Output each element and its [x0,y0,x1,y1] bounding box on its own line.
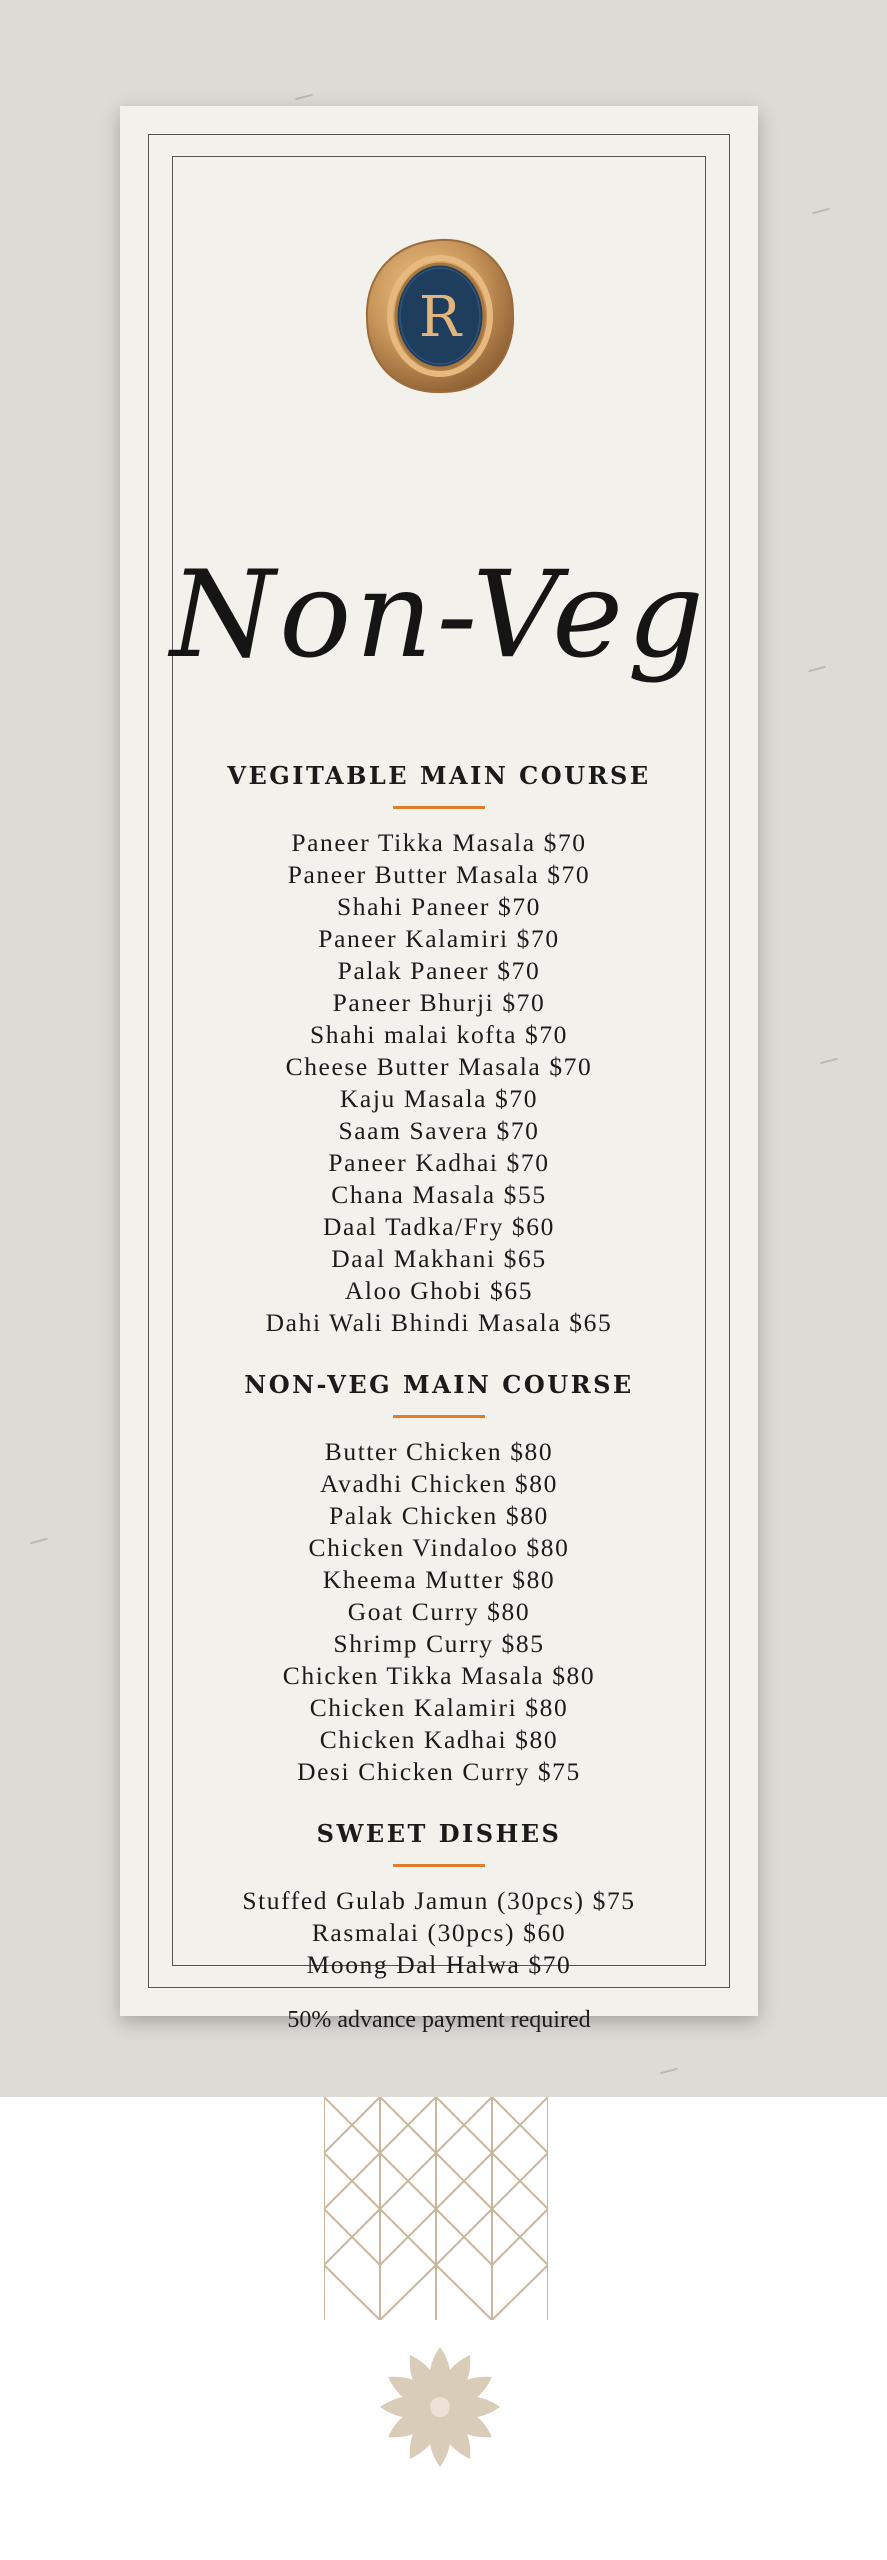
menu-item: Avadhi Chicken $80 [320,1469,558,1498]
menu-item: Saam Savera $70 [338,1116,540,1145]
geometric-lattice-ornament [324,2097,548,2320]
menu-item: Daal Tadka/Fry $60 [323,1212,555,1241]
paper-speck [820,1058,838,1065]
menu-item: Stuffed Gulab Jamun (30pcs) $75 [242,1886,636,1915]
script-title-text: Non-Veg [170,546,708,685]
accent-rule [393,806,485,809]
section-vegitable-main-course [120,756,758,1339]
menu-item: Chicken Vindaloo $80 [308,1533,570,1562]
menu-card [120,106,758,2033]
menu-item: Paneer Kalamiri $70 [318,924,560,953]
menu-item: Aloo Ghobi $65 [344,1276,534,1305]
menu-item: Butter Chicken $80 [324,1437,554,1466]
advance-payment-note: 50% advance payment required [287,2007,591,2033]
paper-speck [30,1538,48,1545]
paper-speck [812,208,830,215]
section-heading: SWEET DISHES [316,1819,562,1848]
accent-rule [393,1864,485,1867]
section-non-veg-main-course [120,1365,758,1788]
menu-item: Daal Makhani $65 [331,1244,547,1273]
menu-item: Palak Paneer $70 [337,956,541,985]
menu-content [120,756,758,2034]
menu-item: Goat Curry $80 [347,1597,531,1626]
paper-speck [660,2068,678,2075]
menu-item: Chana Masala $55 [331,1180,547,1209]
script-title [120,506,758,726]
menu-item: Kaju Masala $70 [339,1084,539,1113]
menu-item: Cheese Butter Masala $70 [285,1052,593,1081]
menu-item: Paneer Kadhai $70 [328,1148,550,1177]
section-sweet-dishes [120,1814,758,1981]
section-heading: VEGITABLE MAIN COURSE [227,761,651,790]
menu-item: Chicken Kalamiri $80 [309,1693,569,1722]
menu-item: Chicken Kadhai $80 [319,1725,559,1754]
paper-speck [808,666,826,673]
menu-item: Desi Chicken Curry $75 [297,1757,581,1786]
menu-item: Kheema Mutter $80 [322,1565,556,1594]
seal-monogram: R [418,285,462,350]
menu-item: Paneer Bhurji $70 [332,988,546,1017]
menu-item: Chicken Tikka Masala $80 [282,1661,596,1690]
menu-item: Palak Chicken $80 [329,1501,549,1530]
menu-item: Paneer Tikka Masala $70 [291,828,587,857]
wax-seal-monogram-icon [363,236,517,396]
menu-item: Paneer Butter Masala $70 [287,860,591,889]
menu-item: Shahi Paneer $70 [336,892,542,921]
accent-rule [393,1415,485,1418]
lotus-flower-icon [378,2345,502,2469]
menu-item: Shrimp Curry $85 [333,1629,545,1658]
menu-item: Shahi malai kofta $70 [309,1020,569,1049]
section-heading: NON-VEG MAIN COURSE [244,1370,634,1399]
menu-item: Dahi Wali Bhindi Masala $65 [265,1308,613,1337]
menu-item: Rasmalai (30pcs) $60 [311,1918,567,1947]
menu-item: Moong Dal Halwa $70 [306,1950,572,1979]
paper-speck [295,94,313,101]
